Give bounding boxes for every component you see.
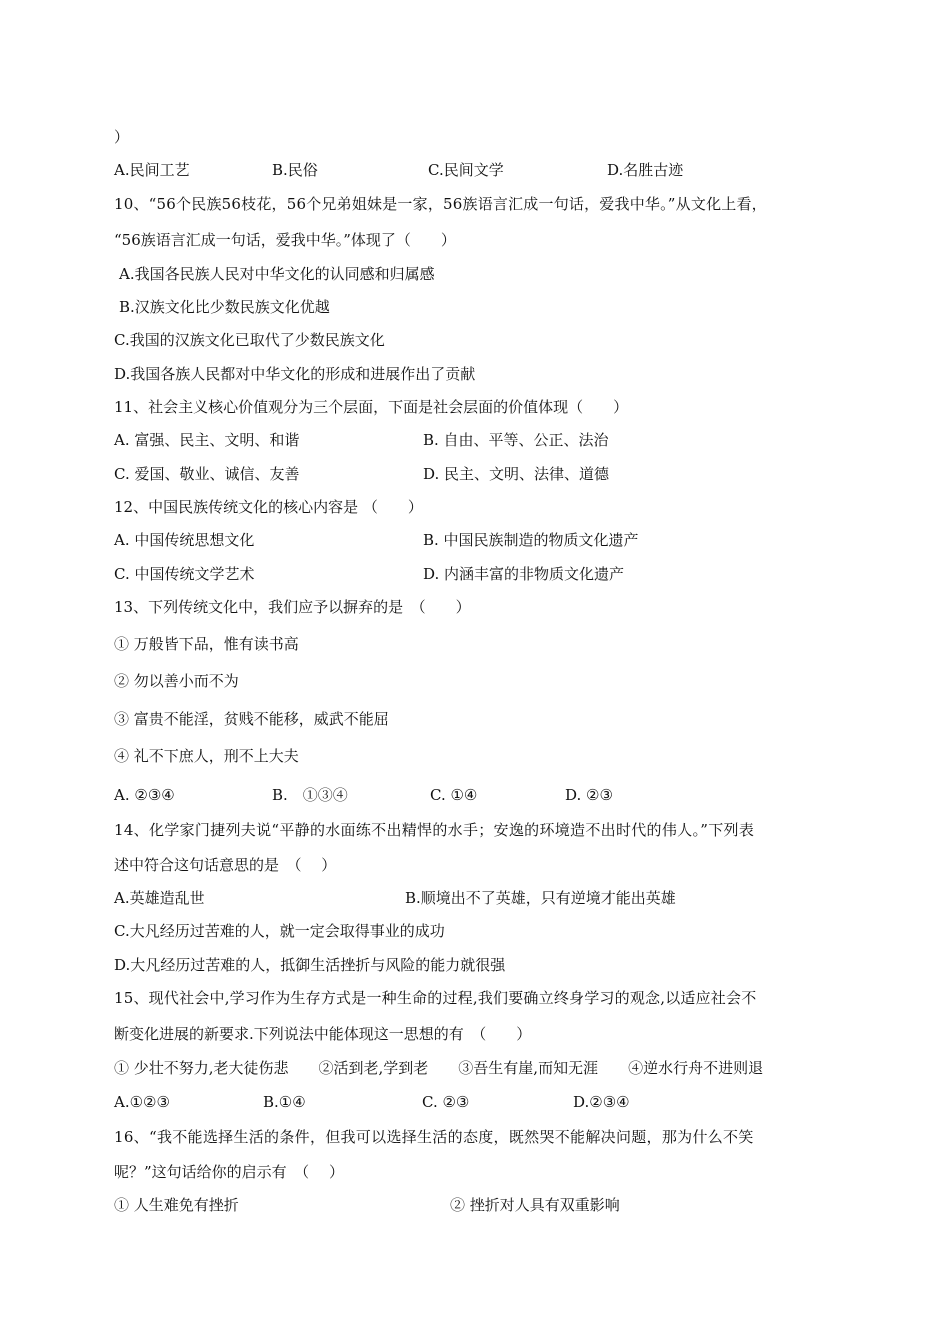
q15-option-a: A.①②③	[114, 1093, 170, 1111]
q12-option-d: D. 内涵丰富的非物质文化遗产	[423, 565, 625, 583]
q13-option-a: A. ②③④	[114, 786, 175, 804]
q14-option-c: C.大凡经历过苦难的人，就一定会取得事业的成功	[114, 922, 445, 940]
q10-stem-line2: “56族语言汇成一句话，爱我中华。”体现了（ ）	[114, 231, 456, 249]
q14-option-d: D.大凡经历过苦难的人，抵御生活挫折与风险的能力就很强	[114, 956, 506, 974]
q14-option-a: A.英雄造乱世	[114, 889, 205, 907]
q9-option-d: D.名胜古迹	[607, 161, 684, 179]
q13-stem: 13、下列传统文化中，我们应予以摒弃的是 （ ）	[114, 598, 471, 616]
q15-stem-line2: 断变化进展的新要求.下列说法中能体现这一思想的有 （ ）	[114, 1025, 532, 1043]
q15-option-b: B.①④	[263, 1093, 306, 1111]
q14-option-b: B.顺境出不了英雄，只有逆境才能出英雄	[405, 889, 676, 907]
q10-option-a: A.我国各民族人民对中华文化的认同感和归属感	[119, 265, 435, 283]
q15-option-d: D.②③④	[573, 1093, 630, 1111]
q13-item-1: ① 万般皆下品，惟有读书高	[114, 635, 299, 653]
q14-stem-line1: 14、化学家门捷列夫说“平静的水面练不出精悍的水手；安逸的环境造不出时代的伟人。”下列表	[114, 821, 755, 839]
q13-option-b: B. ①③④	[272, 786, 348, 804]
q9-option-b: B.民俗	[272, 161, 318, 179]
q11-option-d: D. 民主、文明、法律、道德	[423, 465, 610, 483]
q13-option-c: C. ①④	[430, 786, 478, 804]
q10-option-b: B.汉族文化比少数民族文化优越	[119, 298, 330, 316]
q14-stem-line2: 述中符合这句话意思的是 （ ）	[114, 856, 337, 874]
q16-stem-line1: 16、“我不能选择生活的条件，但我可以选择生活的态度，既然哭不能解决问题，那为什么不笑	[114, 1128, 754, 1146]
q12-stem: 12、中国民族传统文化的核心内容是 （ ）	[114, 498, 423, 516]
q13-item-4: ④ 礼不下庶人，刑不上大夫	[114, 747, 299, 765]
q12-option-a: A. 中国传统思想文化	[114, 531, 255, 549]
q15-items: ① 少壮不努力,老大徒伤悲 ②活到老,学到老 ③吾生有崖,而知无涯 ④逆水行舟不进则退	[114, 1059, 764, 1077]
q16-stem-line2: 呢？”这句话给你的启示有 （ ）	[114, 1163, 344, 1181]
q13-item-3: ③ 富贵不能淫，贫贱不能移，威武不能屈	[114, 710, 389, 728]
q9-option-a: A.民间工艺	[114, 161, 190, 179]
q15-stem-line1: 15、现代社会中,学习作为生存方式是一种生命的过程,我们要确立终身学习的观念,以适应社会不	[114, 989, 757, 1007]
q16-item-1: ① 人生难免有挫折	[114, 1196, 239, 1214]
q11-option-a: A. 富强、民主、文明、和谐	[114, 431, 300, 449]
q12-option-c: C. 中国传统文学艺术	[114, 565, 255, 583]
q15-option-c: C. ②③	[422, 1093, 470, 1111]
q9-tail: ）	[114, 128, 130, 146]
q10-option-d: D.我国各族人民都对中华文化的形成和进展作出了贡献	[114, 365, 476, 383]
q16-item-2: ② 挫折对人具有双重影响	[450, 1196, 620, 1214]
q11-option-c: C. 爱国、敬业、诚信、友善	[114, 465, 300, 483]
q11-option-b: B. 自由、平等、公正、法治	[423, 431, 609, 449]
q13-item-2: ② 勿以善小而不为	[114, 672, 239, 690]
q13-option-d: D. ②③	[565, 786, 613, 804]
q10-option-c: C.我国的汉族文化已取代了少数民族文化	[114, 331, 385, 349]
q11-stem: 11、社会主义核心价值观分为三个层面，下面是社会层面的价值体现（ ）	[114, 398, 629, 416]
q12-option-b: B. 中国民族制造的物质文化遗产	[423, 531, 639, 549]
q9-option-c: C.民间文学	[428, 161, 504, 179]
q10-stem-line1: 10、“56个民族56枝花，56个兄弟姐妹是一家，56族语言汇成一句话，爱我中华。”从文化上看，	[114, 195, 767, 213]
